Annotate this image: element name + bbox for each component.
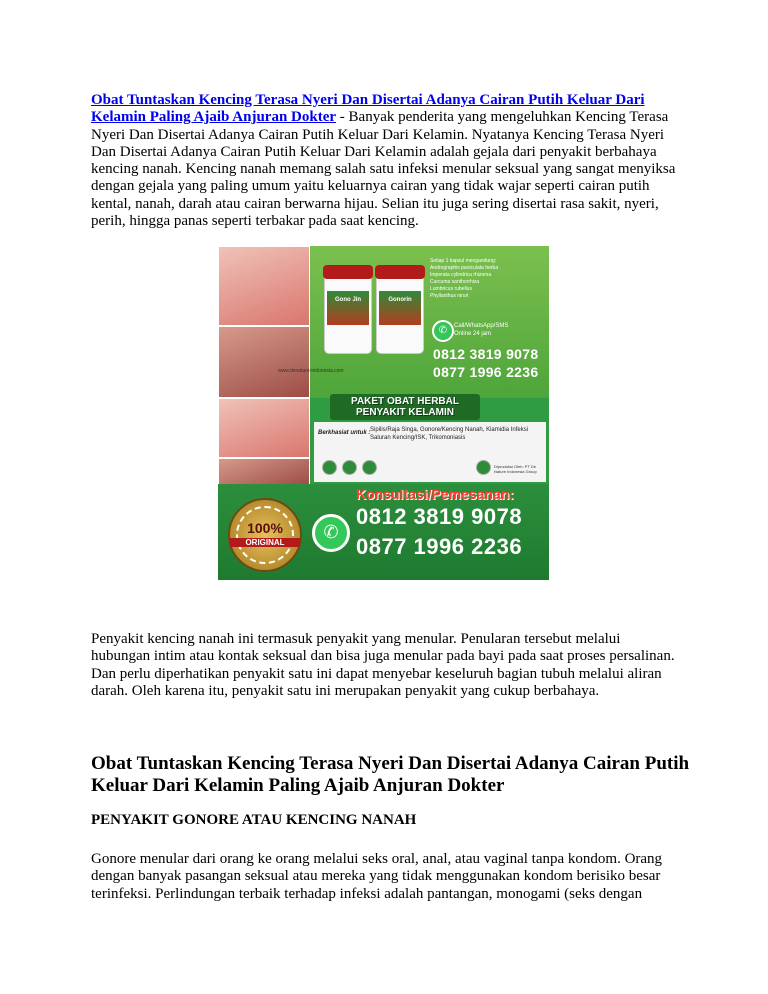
phone-number-1-small: 0812 3819 9078: [433, 346, 539, 362]
package-title: PAKET OBAT HERBAL PENYAKIT KELAMIN: [351, 396, 459, 418]
website-text: www.denature-indonesia.com: [278, 368, 344, 374]
symptom-photo-2: [218, 326, 310, 398]
whatsapp-icon: ✆: [432, 320, 454, 342]
benefit-text: Sipilis/Raja Singa, Gonore/Kencing Nanah, Klamidia Infeksi Saluran Kencing/ISK, Trikomoniasis: [370, 427, 529, 441]
paragraph-2: Penyakit kencing nanah ini termasuk penyakit yang menular. Penularan tersebut melalui hubungan intim atau kontak seksual dan bisa juga menular pada bayi pada saat proses persalinan. Dan perlu diperhatikan penyakit satu ini dapat menyebar keseluruh bagian tubuh melalui aliran darah. Oleh karena itu, penyakit satu ini merupakan penyakit yang cukup berbahaya.: [91, 631, 675, 699]
company-logo-icon: [476, 460, 491, 475]
quality-cert-icon: [362, 460, 377, 475]
paragraph-3: Gonore menular dari orang ke orang melalui seks oral, anal, atau vaginal tanpa kondom. Orang dengan banyak pasangan seksual atau mereka yang tidak menggunakan kondom berisiko besar terinfeksi. Perlindungan terbaik terhadap infeksi adalah pantangan, monogami (seks dengan: [91, 851, 663, 902]
phone-number-2-large: 0877 1996 2236: [356, 534, 523, 559]
symptom-photo-4: [218, 458, 310, 486]
phone-number-2-small: 0877 1996 2236: [433, 364, 539, 380]
section-heading: Obat Tuntaskan Kencing Terasa Nyeri Dan Disertai Adanya Cairan Putih Keluar Dari Kelamin Paling Ajaib Anjuran Dokter: [91, 753, 690, 796]
phone-number-1-large: 0812 3819 9078: [356, 504, 523, 529]
symptom-photo-3: [218, 398, 310, 458]
benefit-label: Berkhasiat untuk :: [318, 430, 371, 436]
product-banner-image: [218, 246, 549, 580]
product-jar-2: Gonorin: [376, 274, 424, 354]
whatsapp-large-icon: ✆: [312, 514, 350, 552]
article-title-link[interactable]: Obat Tuntaskan Kencing Terasa Nyeri Dan Disertai Adanya Cairan Putih Keluar Dari Kelamin Paling Ajaib Anjuran Dokter: [91, 92, 645, 126]
intro-paragraph: [91, 92, 681, 230]
original-badge: 100% ORIGINAL: [228, 498, 302, 572]
consult-label: Konsultasi/Pemesanan:: [356, 486, 514, 502]
ingredients-list: Setiap 1 kapsul mengandung: Andrographis paniculata herba Imperata cylindrica rhizoma Curcuma xanthorrhiza Lumbricus rubellus Phyllanthus niruri: [430, 258, 499, 299]
contact-info: Call/WhatsApp/SMS Online 24 jam: [454, 323, 509, 337]
intro-text: - Banyak penderita yang mengeluhkan Kencing Terasa Nyeri Dan Disertai Adanya Cairan Putih Keluar Dari Kelamin. Nyatanya Kencing Terasa Nyeri Dan Disertai Adanya Cairan Putih Keluar Dari Kelamin adalah gejala dari penyakit berbahaya kencing nanah. Kencing nanah memang salah satu infeksi menular seksual yang sangat menyiksa dengan gejala yang paling umum yaitu keluarnya cairan yang tidak wajar seperti cairan putih kental, nanah, darah atau cairan berwarna hijau. Selian itu juga sering disertai rasa sakit, nyeri, perih, hingga panas seperti terbakar pada saat kencing.: [91, 109, 676, 230]
section-subheading: PENYAKIT GONORE ATAU KENCING NANAH: [91, 812, 417, 828]
bpom-cert-icon: [342, 460, 357, 475]
halal-cert-icon: [322, 460, 337, 475]
product-jar-1: Gono Jin: [324, 274, 372, 354]
company-text: Diproduksi Oleh: PT De Nature Indonesia Group: [494, 464, 537, 474]
symptom-photo-1: [218, 246, 310, 326]
